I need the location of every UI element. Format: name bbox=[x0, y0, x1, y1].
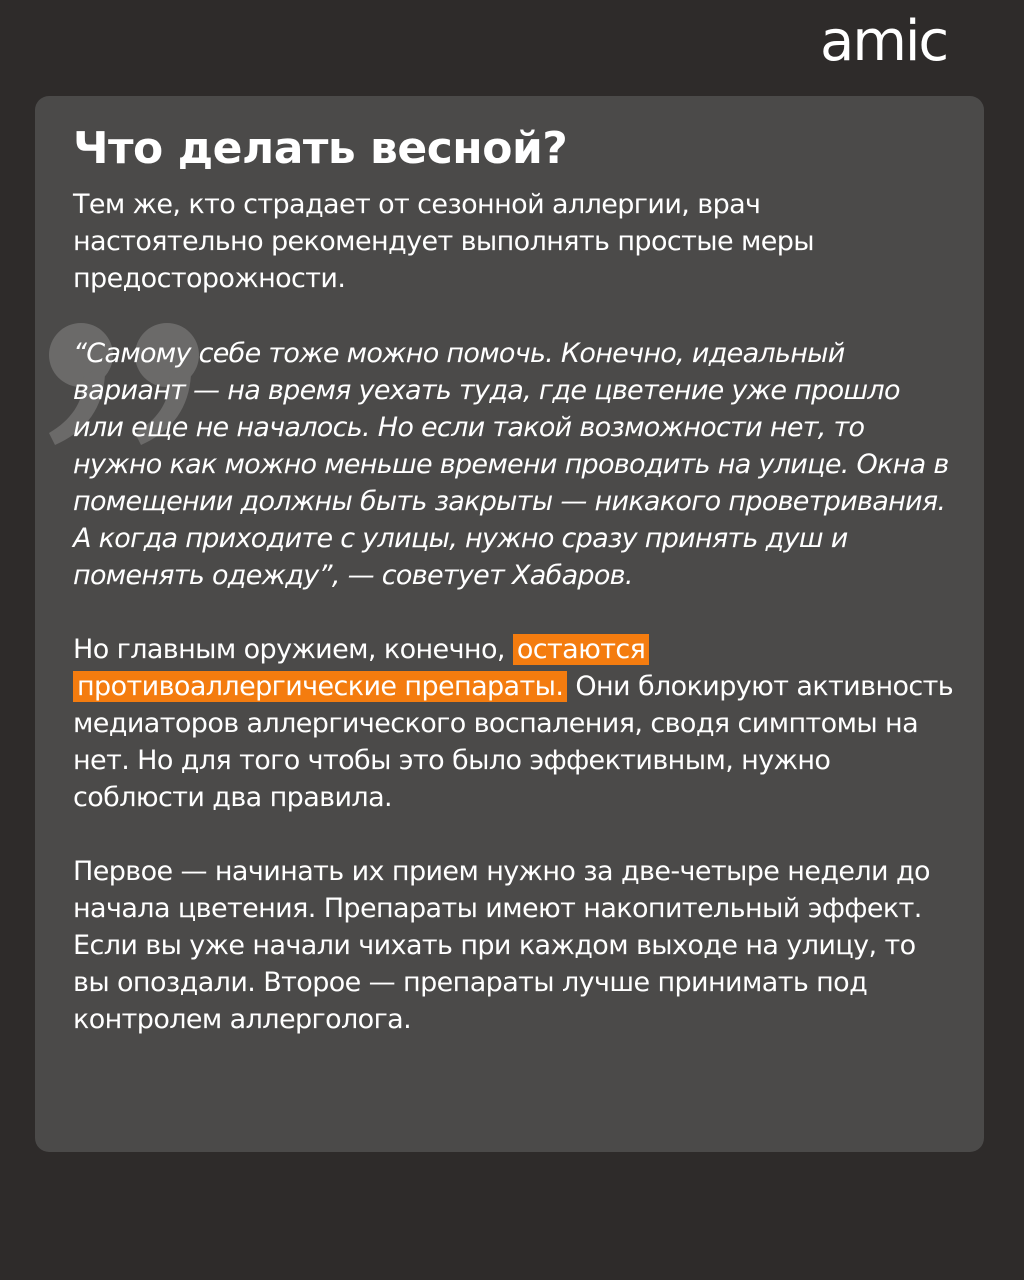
highlighted-text: остаются противоаллергические препараты. bbox=[73, 634, 649, 702]
amic-logo bbox=[820, 10, 1004, 74]
quote-block bbox=[73, 335, 954, 594]
content-card bbox=[35, 96, 984, 1152]
rules-paragraph: Первое — начинать их прием нужно за две-четыре недели до начала цветения. Препараты имеют накопительный эффект. Если вы уже начали чихать при каждом выходе на улицу, то вы опоздали. Второе — препараты лучше принимать под контролем аллерголога. bbox=[73, 856, 930, 1035]
intro-paragraph: Тем же, кто страдает от сезонной аллергии, врач настоятельно рекомендует выполнять простые меры предосторожности. bbox=[73, 189, 814, 294]
paragraph-text-before: Но главным оружием, конечно, bbox=[73, 634, 513, 665]
main-paragraph bbox=[73, 631, 954, 816]
logo-text: amic bbox=[820, 10, 948, 74]
page-title: Что делать весной? bbox=[73, 123, 568, 174]
quote-text: “Самому себе тоже можно помочь. Конечно, идеальный вариант — на время уехать туда, где цветение уже прошло или еще не началось. Но если такой возможности нет, то нужно как можно меньше времени проводить на улице. Окна в помещении должны быть закрыты — никакого проветривания. А когда приходите с улицы, нужно сразу принять душ и поменять одежду”, — советует Хабаров. bbox=[73, 338, 949, 591]
paragraph-text-after: Они блокируют активность медиаторов аллергического воспаления, сводя симптомы на нет. Но для того чтобы это было эффективным, нужно соблюсти два правила. bbox=[73, 671, 954, 813]
